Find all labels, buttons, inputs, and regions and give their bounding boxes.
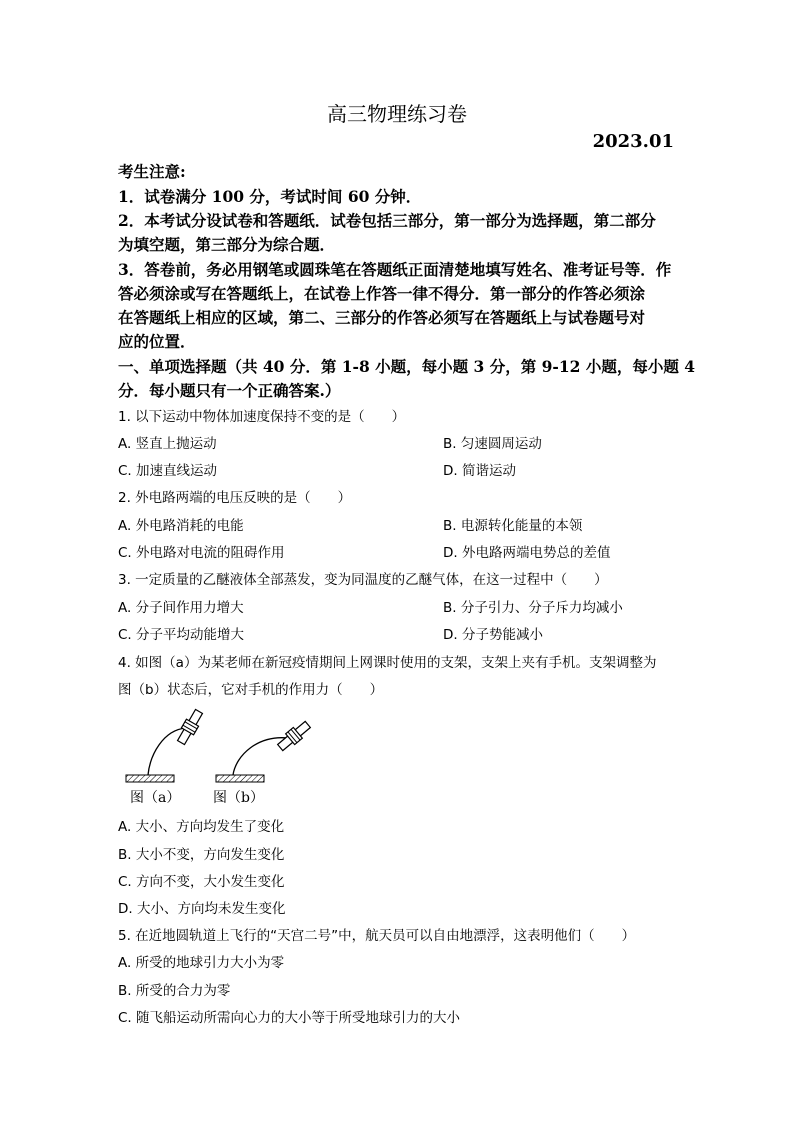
question-stem: 2. 外电路两端的电压反映的是（ ） xyxy=(118,490,352,506)
stand-b-drawing xyxy=(216,719,312,782)
exam-date: 2023.01 xyxy=(592,131,674,152)
section-heading: 分．每小题只有一个正确答案.） xyxy=(118,381,341,400)
notice-line: 3．答卷前，务必用钢笔或圆珠笔在答题纸正面清楚地填写姓名、准考证号等．作 xyxy=(118,260,672,279)
option: D. 分子势能减小 xyxy=(443,627,543,643)
option: C. 随飞船运动所需向心力的大小等于所受地球引力的大小 xyxy=(118,1010,461,1026)
option: B. 分子引力、分子斥力均减小 xyxy=(443,600,623,616)
option: D. 外电路两端电势总的差值 xyxy=(443,545,611,561)
option: A. 大小、方向均发生了变化 xyxy=(118,819,285,835)
option: C. 外电路对电流的阻碍作用 xyxy=(118,545,285,561)
notice-line: 应的位置． xyxy=(118,332,196,351)
option: B. 匀速圆周运动 xyxy=(443,436,542,452)
option: A. 分子间作用力增大 xyxy=(118,600,244,616)
option: B. 电源转化能量的本领 xyxy=(443,518,583,534)
question-stem: 5. 在近地圆轨道上飞行的“天宫二号”中，航天员可以自由地漂浮，这表明他们（ ） xyxy=(118,928,636,944)
question-stem: 1. 以下运动中物体加速度保持不变的是（ ） xyxy=(118,409,406,425)
notice-line: 在答题纸上相应的区域，第二、三部分的作答必须写在答题纸上与试卷题号对 xyxy=(118,308,646,327)
option: A. 外电路消耗的电能 xyxy=(118,518,244,534)
notice-line: 答必须涂或写在答题纸上，在试卷上作答一律不得分．第一部分的作答必须涂 xyxy=(118,284,646,303)
option: D. 简谐运动 xyxy=(443,463,516,479)
option: B. 所受的合力为零 xyxy=(118,983,231,999)
option: C. 分子平均动能增大 xyxy=(118,627,245,643)
phone-stand-figure xyxy=(118,700,318,790)
notice-heading: 考生注意: xyxy=(118,162,186,181)
notice-line: 为填空题，第三部分为综合题． xyxy=(118,235,336,254)
stand-a-drawing xyxy=(126,708,205,782)
option: C. 加速直线运动 xyxy=(118,463,218,479)
question-stem: 3. 一定质量的乙醚液体全部蒸发，变为同温度的乙醚气体，在这一过程中（ ） xyxy=(118,572,608,588)
question-stem: 图（b）状态后，它对手机的作用力（ ） xyxy=(118,682,384,698)
option: D. 大小、方向均未发生变化 xyxy=(118,901,286,917)
figure-b-caption: 图（b） xyxy=(213,790,264,806)
notice-line: 1．试卷满分 100 分，考试时间 60 分钟． xyxy=(118,187,422,206)
section-heading: 一、单项选择题（共 40 分．第 1-8 小题，每小题 3 分，第 9-12 小题，每小题 4 xyxy=(118,357,695,376)
option: B. 大小不变，方向发生变化 xyxy=(118,847,285,863)
option: C. 方向不变，大小发生变化 xyxy=(118,874,285,890)
option: A. 所受的地球引力大小为零 xyxy=(118,955,285,971)
option: A. 竖直上抛运动 xyxy=(118,436,217,452)
page-title: 高三物理练习卷 xyxy=(327,102,467,126)
notice-line: 2．本考试分设试卷和答题纸．试卷包括三部分，第一部分为选择题，第二部分 xyxy=(118,211,656,230)
figure-a-caption: 图（a） xyxy=(130,790,181,806)
question-stem: 4. 如图（a）为某老师在新冠疫情期间上网课时使用的支架，支架上夹有手机。支架调整为 xyxy=(118,655,657,671)
